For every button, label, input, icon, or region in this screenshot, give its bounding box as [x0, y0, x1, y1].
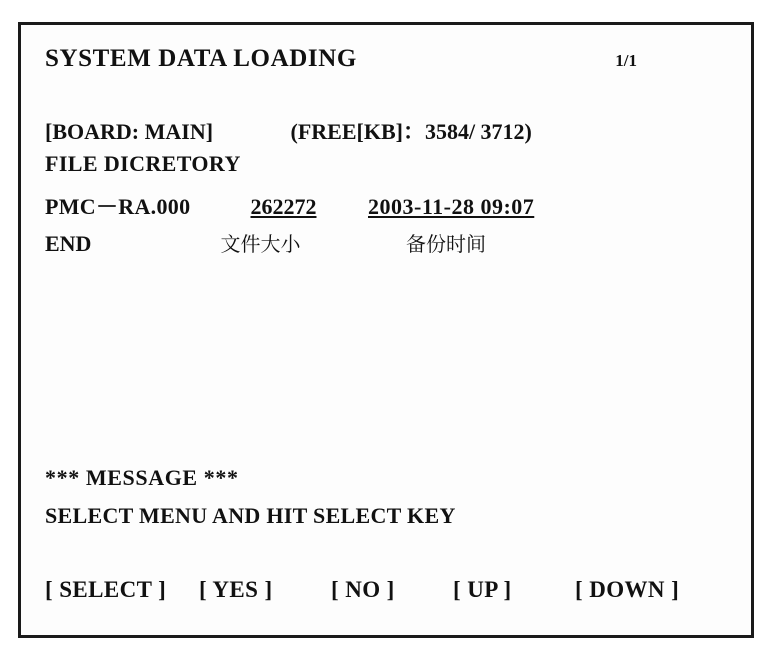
board-status-row: [45, 115, 685, 146]
file-size: 262272: [250, 194, 317, 219]
annotation-file-size: 文件大小: [220, 232, 301, 256]
softkey-up[interactable]: [ UP ]: [453, 577, 512, 602]
file-list-row[interactable]: [45, 190, 705, 221]
free-memory-label: (FREE[KB]：3584/ 3712): [290, 119, 532, 144]
message-header: *** MESSAGE ***: [45, 465, 239, 490]
screen-inner: [21, 25, 751, 635]
end-label: END: [45, 231, 92, 256]
softkey-no[interactable]: [ NO ]: [331, 577, 395, 602]
board-label: [BOARD: MAIN]: [45, 119, 214, 144]
softkey-yes[interactable]: [ YES ]: [199, 577, 273, 602]
message-text: SELECT MENU AND HIT SELECT KEY: [45, 503, 456, 528]
softkey-select[interactable]: [ SELECT ]: [45, 577, 167, 602]
file-datetime: 2003-11-28 09:07: [368, 194, 535, 219]
softkey-bar: [43, 577, 733, 603]
softkey-down[interactable]: [ DOWN ]: [575, 577, 680, 602]
screen-header: [45, 45, 705, 73]
cnc-screen-panel: [18, 22, 754, 638]
annotation-backup-time: 备份时间: [406, 232, 486, 256]
file-list-end-row: [45, 228, 705, 257]
page-indicator: 1/1: [615, 51, 637, 70]
page-title: SYSTEM DATA LOADING: [45, 45, 357, 72]
file-name: PMC－RA.000: [45, 194, 191, 219]
file-directory-header: FILE DICRETORY: [45, 151, 241, 176]
